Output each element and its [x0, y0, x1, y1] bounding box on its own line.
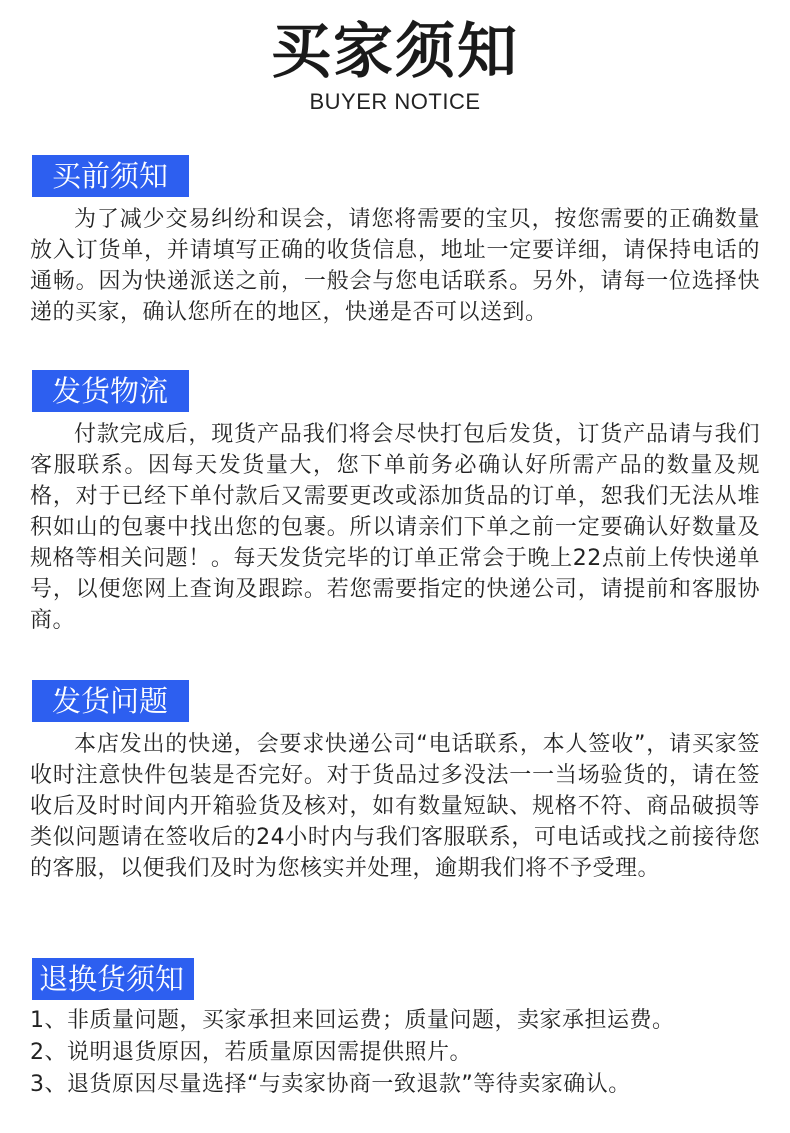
section-shipping-logistics [30, 370, 760, 636]
section-paragraph-shipping-issues: 本店发出的快递，会要求快递公司“电话联系，本人签收”，请买家签收时注意快件包装是否完好。对于货品过多没法一一当场验货的，请在签收后及时时间内开箱验货及核对，如有数量短缺、规格不符、商品破损等类似问题请在签收后的24小时内与我们客服联系，可电话或找之前接待您的客服，以便我们及时为您核实并处理，逾期我们将不予受理。 [30, 732, 760, 881]
list-item: 3、退货原因尽量选择“与卖家协商一致退款”等待卖家确认。 [30, 1072, 631, 1097]
page-title: 买家须知 [271, 17, 519, 87]
list-item: 2、说明退货原因，若质量原因需提供照片。 [30, 1040, 472, 1065]
section-paragraph-before-purchase: 为了减少交易纠纷和误会，请您将需要的宝贝，按您需要的正确数量放入订货单，并请填写正确的收货信息，地址一定要详细，请保持电话的通畅。因为快递派送之前，一般会与您电话联系。另外，请每一位选择快递的买家，确认您所在的地区，快递是否可以送到。 [30, 207, 760, 325]
section-heading-before-purchase: 买前须知 [32, 155, 189, 197]
section-before-purchase [30, 155, 760, 328]
list-item: 1、非质量问题，买家承担来回运费；质量问题，卖家承担运费。 [30, 1008, 675, 1033]
returns-list [30, 1005, 760, 1101]
page-subtitle: BUYER NOTICE [309, 89, 481, 114]
section-shipping-issues [30, 680, 760, 884]
section-paragraph-shipping-logistics: 付款完成后，现货产品我们将会尽快打包后发货，订货产品请与我们客服联系。因每天发货量大，您下单前务必确认好所需产品的数量及规格，对于已经下单付款后又需要更改或添加货品的订单，恕我们无法从堆积如山的包裹中找出您的包裹。所以请亲们下单之前一定要确认好数量及规格等相关问题！。每天发货完毕的订单正常会于晚上22点前上传快递单号，以便您网上查询及跟踪。若您需要指定的快递公司，请提前和客服协商。 [30, 422, 760, 633]
section-heading-returns: 退换货须知 [32, 958, 194, 1000]
section-returns [30, 958, 760, 1101]
section-heading-shipping-issues: 发货问题 [32, 680, 189, 722]
section-heading-shipping-logistics: 发货物流 [32, 370, 189, 412]
